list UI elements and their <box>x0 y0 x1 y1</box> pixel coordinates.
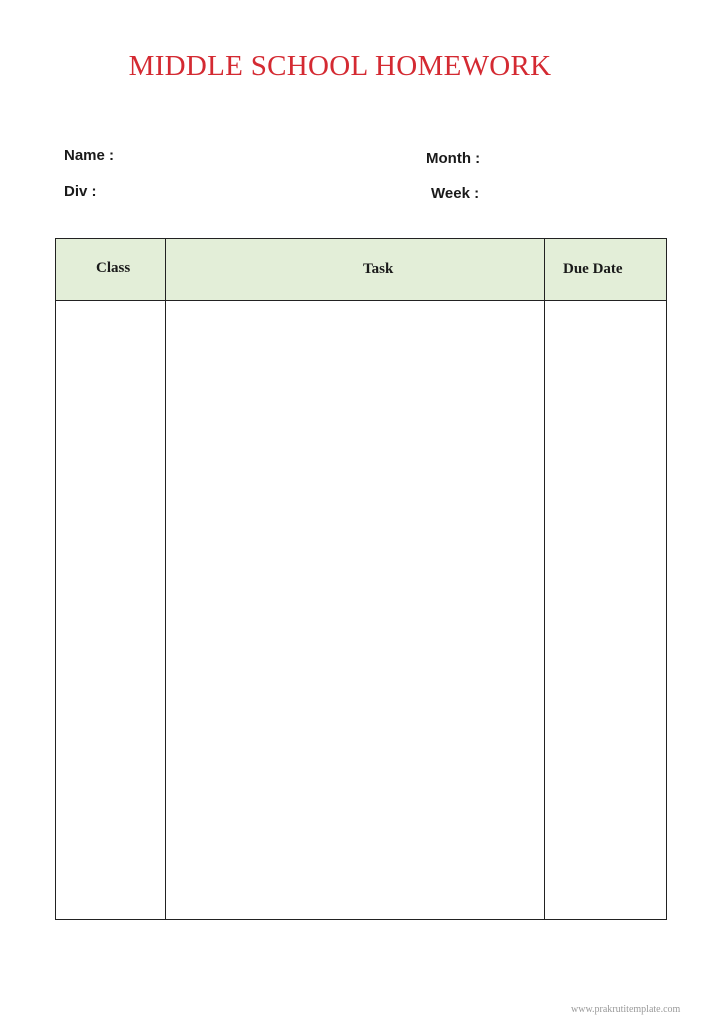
column-header-class: Class <box>96 260 131 276</box>
website-footer: www.prakrutitemplate.com <box>571 1004 681 1015</box>
column-header-task: Task <box>363 261 394 277</box>
month-label: Month : <box>426 150 481 167</box>
column-divider-class-task <box>165 239 166 919</box>
page-title: MIDDLE SCHOOL HOMEWORK <box>128 50 552 82</box>
name-label: Name : <box>64 147 115 164</box>
column-header-due-date: Due Date <box>563 261 623 277</box>
table-header-row <box>56 239 666 301</box>
homework-table <box>55 238 667 920</box>
column-divider-task-due-date <box>544 239 545 919</box>
week-label: Week : <box>431 185 480 202</box>
div-label: Div : <box>64 183 97 200</box>
